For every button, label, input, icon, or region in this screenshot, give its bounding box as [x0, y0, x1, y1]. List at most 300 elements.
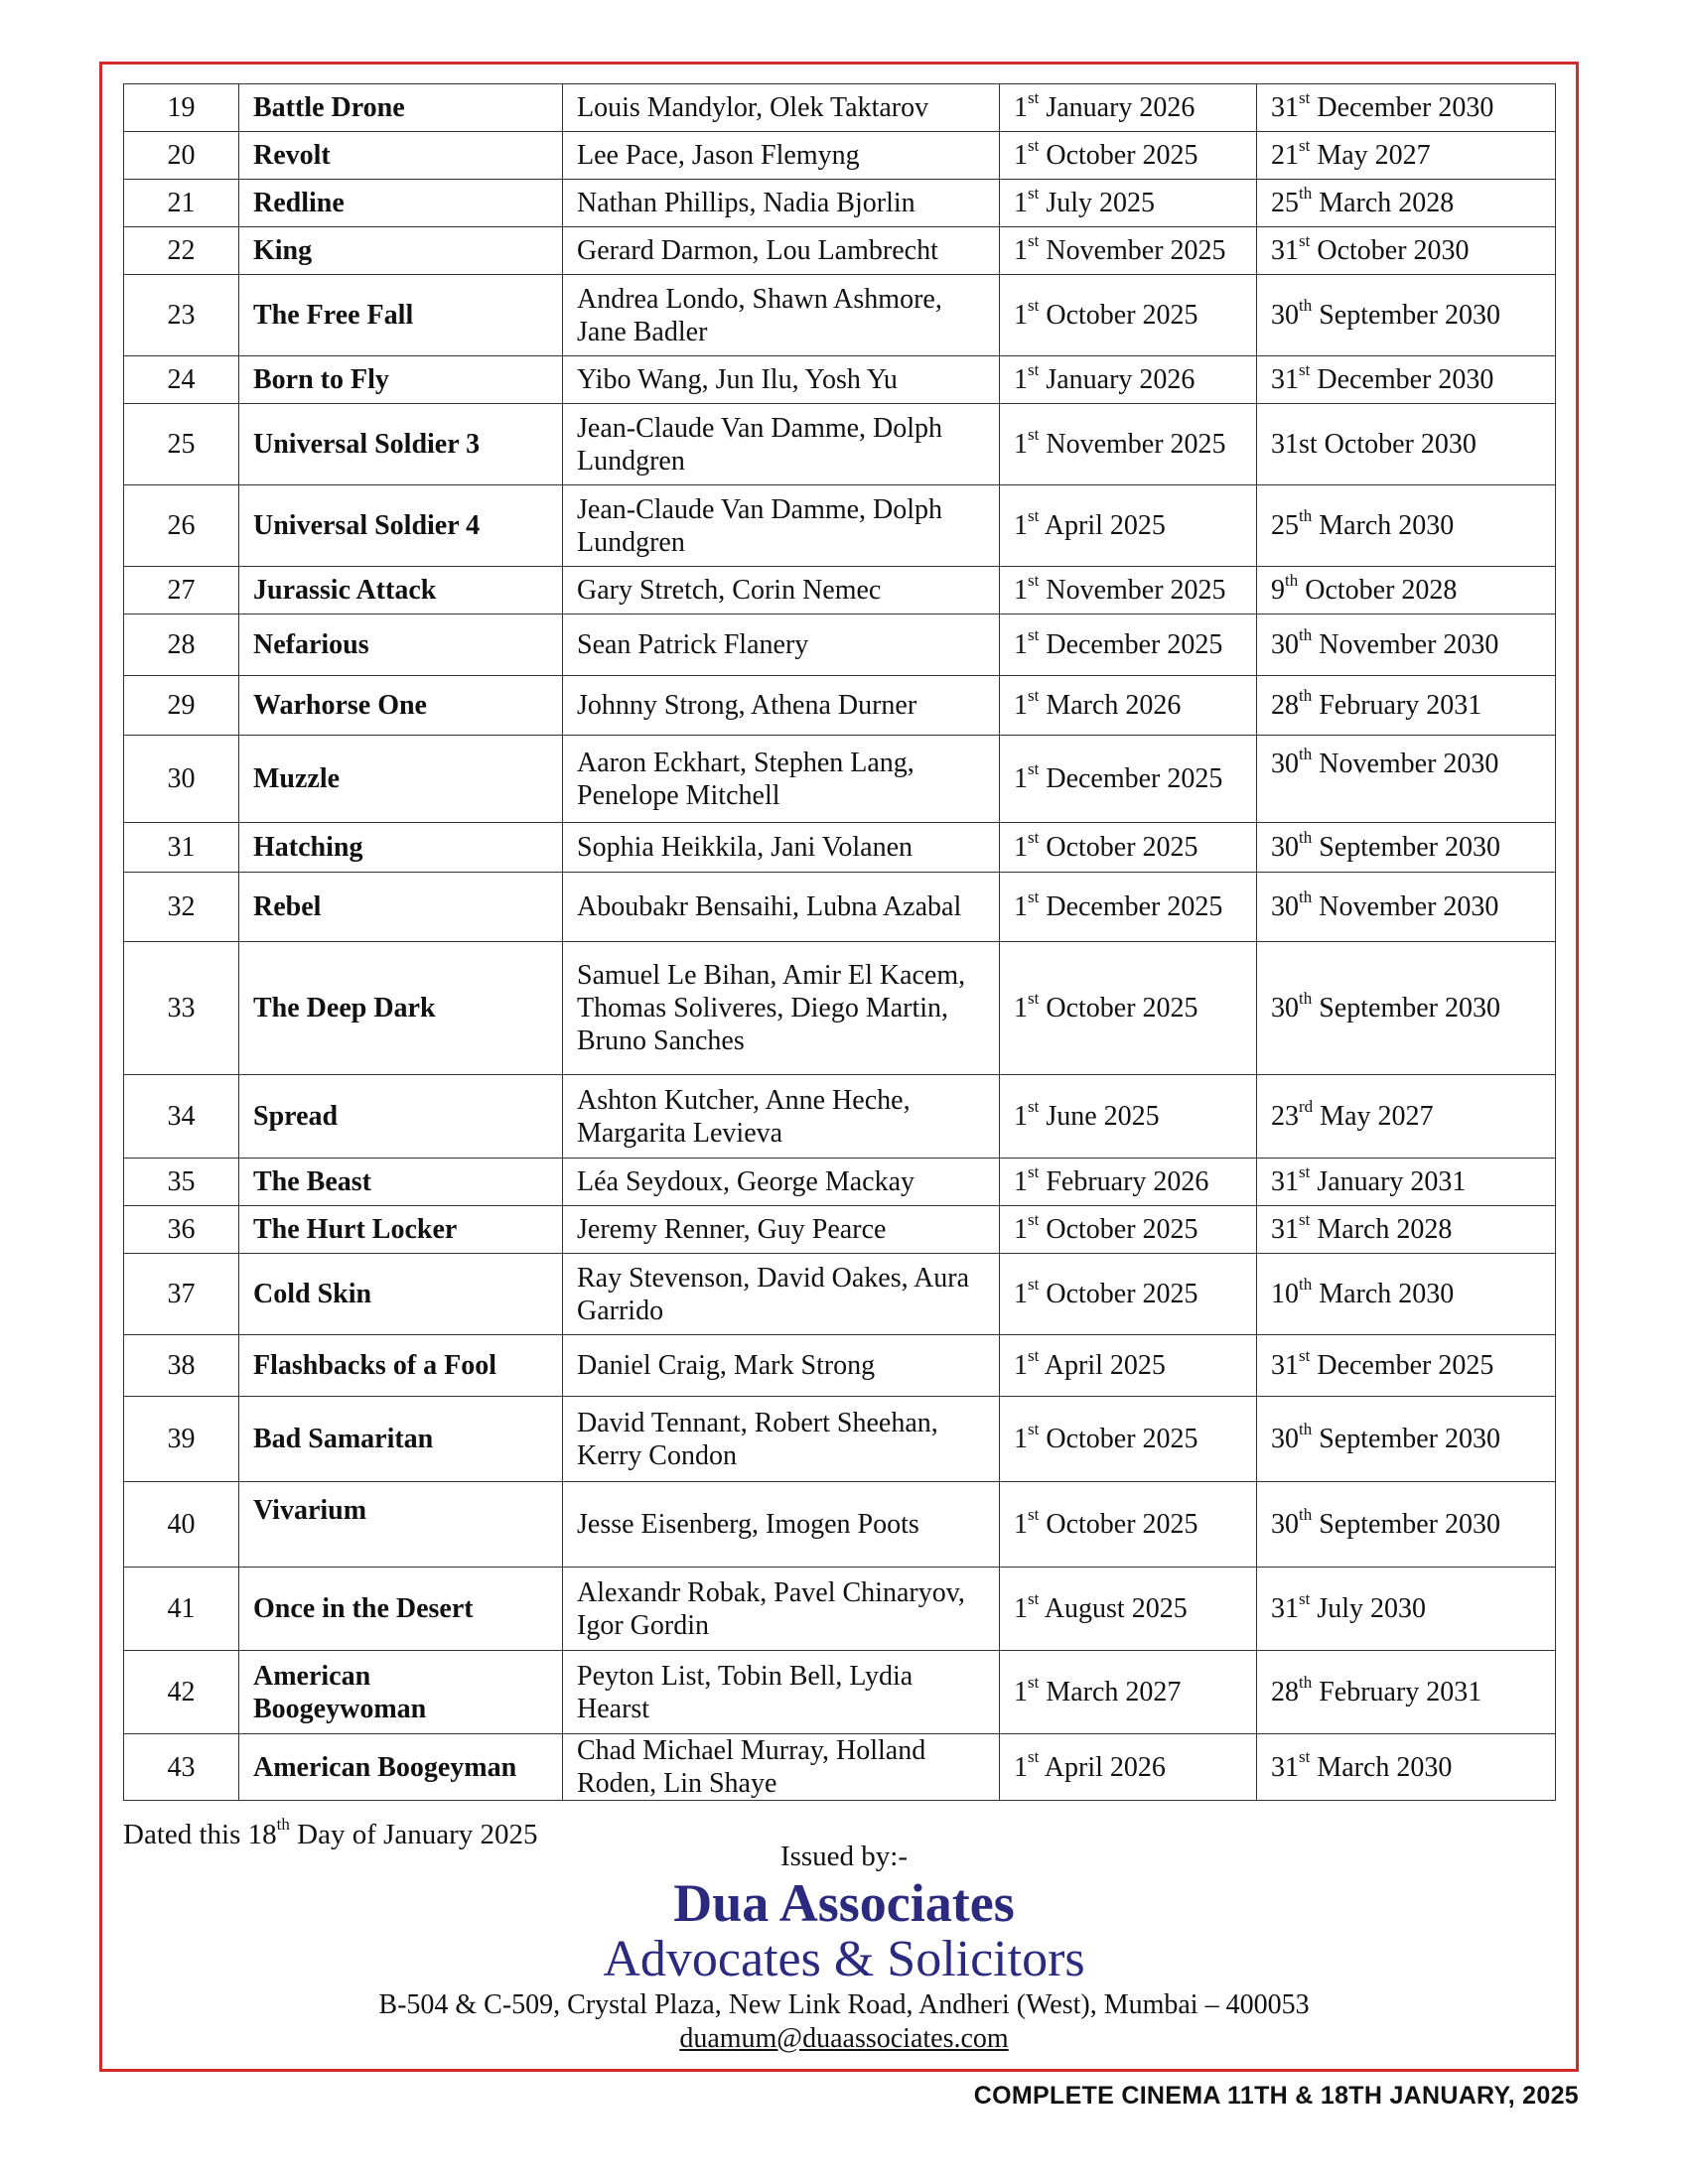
start-date — [1000, 614, 1257, 676]
table-row — [124, 1651, 1556, 1734]
date-ordinal: st — [1299, 1345, 1311, 1365]
row-number: 30 — [124, 736, 239, 823]
date-day: 1 — [1014, 1751, 1028, 1783]
date-month-year: March 2030 — [1312, 510, 1455, 541]
date-ordinal: th — [1299, 887, 1313, 906]
date-day: 21 — [1271, 140, 1299, 171]
film-title: Muzzle — [239, 736, 563, 823]
date-day: 30 — [1271, 749, 1299, 779]
date-day: 30 — [1271, 1509, 1299, 1540]
start-date — [1000, 180, 1257, 227]
film-title: Spread — [239, 1075, 563, 1159]
date-month-year: October 2025 — [1039, 140, 1198, 171]
row-number: 26 — [124, 485, 239, 567]
row-number: 21 — [124, 180, 239, 227]
film-title: The Deep Dark — [239, 942, 563, 1075]
table-row — [124, 567, 1556, 614]
end-date — [1257, 1335, 1556, 1397]
end-date — [1257, 1734, 1556, 1801]
date-month-year: October 2025 — [1039, 832, 1198, 863]
date-ordinal: th — [1299, 624, 1313, 644]
start-date — [1000, 1254, 1257, 1335]
film-cast: Lee Pace, Jason Flemyng — [563, 132, 1000, 180]
end-date — [1257, 1397, 1556, 1482]
film-title: Cold Skin — [239, 1254, 563, 1335]
date-month-year: September 2030 — [1312, 1509, 1500, 1540]
date-day: 31 — [1271, 1214, 1299, 1245]
start-date — [1000, 1159, 1257, 1206]
date-day: 31 — [1271, 364, 1299, 395]
date-day: 25 — [1271, 510, 1299, 541]
date-day: 1 — [1014, 1166, 1028, 1197]
table-row — [124, 1159, 1556, 1206]
date-ordinal: st — [1299, 135, 1311, 155]
date-month-year: December 2025 — [1039, 629, 1223, 660]
date-ordinal: st — [1028, 1274, 1040, 1294]
date-day: 10 — [1271, 1279, 1299, 1309]
film-cast: Gary Stretch, Corin Nemec — [563, 567, 1000, 614]
date-month-year: January 2026 — [1039, 364, 1196, 395]
table-row — [124, 1254, 1556, 1335]
start-date — [1000, 1397, 1257, 1482]
start-date — [1000, 736, 1257, 823]
table-row — [124, 227, 1556, 275]
film-title: American Boogeyman — [239, 1734, 563, 1801]
row-number: 25 — [124, 404, 239, 485]
issued-by-label: Issued by:- — [779, 1841, 909, 1872]
date-ordinal: th — [1299, 685, 1313, 705]
date-ordinal: st — [1028, 758, 1040, 778]
film-cast: Daniel Craig, Mark Strong — [563, 1335, 1000, 1397]
film-cast: Peyton List, Tobin Bell, Lydia Hearst — [563, 1651, 1000, 1734]
date-day: 1 — [1014, 690, 1028, 721]
date-ordinal: th — [1299, 988, 1313, 1008]
end-date — [1257, 1206, 1556, 1254]
start-date — [1000, 1206, 1257, 1254]
table-row — [124, 1568, 1556, 1651]
end-date — [1257, 132, 1556, 180]
film-cast: Nathan Phillips, Nadia Bjorlin — [563, 180, 1000, 227]
row-number: 23 — [124, 275, 239, 356]
firm-address: B-504 & C-509, Crystal Plaza, New Link Road, Andheri (West), Mumbai – 400053 — [378, 1989, 1310, 2020]
end-date — [1257, 84, 1556, 132]
date-month-year: February 2031 — [1312, 1677, 1482, 1707]
date-day: 23 — [1271, 1101, 1299, 1132]
date-month-year: October 2025 — [1039, 1279, 1198, 1309]
film-cast: Sean Patrick Flanery — [563, 614, 1000, 676]
date-day: 31 — [1271, 1593, 1299, 1624]
row-number: 35 — [124, 1159, 239, 1206]
date-month-year: March 2030 — [1310, 1751, 1453, 1783]
date-month-year: April 2025 — [1039, 510, 1166, 541]
table-row — [124, 404, 1556, 485]
date-month-year: October 2025 — [1039, 1509, 1198, 1540]
start-date — [1000, 942, 1257, 1075]
date-ordinal: st — [1028, 685, 1040, 705]
date-ordinal: th — [1285, 570, 1299, 590]
row-number: 36 — [124, 1206, 239, 1254]
film-title: Once in the Desert — [239, 1568, 563, 1651]
date-day: 1 — [1014, 364, 1028, 395]
date-month-year: December 2030 — [1310, 92, 1494, 123]
date-month-year: September 2030 — [1312, 300, 1500, 331]
date-ordinal: st — [1028, 1096, 1040, 1116]
date-ordinal: st — [1028, 1209, 1040, 1229]
row-number: 31 — [124, 823, 239, 873]
date-month-year: December 2025 — [1039, 891, 1223, 922]
date-day: 28 — [1271, 1677, 1299, 1707]
end-date — [1257, 356, 1556, 404]
film-title: King — [239, 227, 563, 275]
date-day: 1 — [1014, 92, 1028, 123]
date-month-year: November 2030 — [1312, 629, 1499, 660]
film-cast: Sophia Heikkila, Jani Volanen — [563, 823, 1000, 873]
table-row — [124, 736, 1556, 823]
date-ordinal: st — [1028, 1747, 1040, 1767]
date-day: 31st October 2030 — [1271, 429, 1477, 460]
film-cast: Jeremy Renner, Guy Pearce — [563, 1206, 1000, 1254]
film-title: Universal Soldier 3 — [239, 404, 563, 485]
start-date — [1000, 676, 1257, 736]
date-month-year: November 2025 — [1039, 235, 1226, 266]
row-number: 37 — [124, 1254, 239, 1335]
date-ordinal: st — [1028, 183, 1040, 203]
date-day: 9 — [1271, 575, 1285, 606]
date-ordinal: th — [1299, 295, 1313, 315]
end-date — [1257, 1568, 1556, 1651]
film-cast: Jesse Eisenberg, Imogen Poots — [563, 1482, 1000, 1568]
date-month-year: February 2031 — [1312, 690, 1482, 721]
end-date — [1257, 1159, 1556, 1206]
date-month-year: November 2025 — [1039, 429, 1226, 460]
date-month-year: January 2031 — [1310, 1166, 1467, 1197]
date-month-year: March 2030 — [1312, 1279, 1455, 1309]
end-date — [1257, 180, 1556, 227]
row-number: 19 — [124, 84, 239, 132]
table-row — [124, 1335, 1556, 1397]
date-month-year: October 2025 — [1039, 1424, 1198, 1454]
dated-line: Dated this 18th Day of January 2025 — [123, 1815, 538, 1850]
date-month-year: April 2025 — [1039, 1350, 1166, 1381]
table-row — [124, 1397, 1556, 1482]
date-day: 30 — [1271, 832, 1299, 863]
end-date — [1257, 614, 1556, 676]
table-row — [124, 356, 1556, 404]
film-title: Nefarious — [239, 614, 563, 676]
date-day: 1 — [1014, 629, 1028, 660]
date-day: 30 — [1271, 1424, 1299, 1454]
date-ordinal: st — [1028, 295, 1040, 315]
film-cast: Samuel Le Bihan, Amir El Kacem, Thomas Soliveres, Diego Martin, Bruno Sanches — [563, 942, 1000, 1075]
date-day: 1 — [1014, 1279, 1028, 1309]
date-ordinal: st — [1299, 1209, 1311, 1229]
table-row — [124, 676, 1556, 736]
date-month-year: January 2026 — [1039, 92, 1196, 123]
date-ordinal: st — [1028, 135, 1040, 155]
row-number: 27 — [124, 567, 239, 614]
film-cast: Yibo Wang, Jun Ilu, Yosh Yu — [563, 356, 1000, 404]
date-day: 1 — [1014, 993, 1028, 1024]
start-date — [1000, 1075, 1257, 1159]
end-date — [1257, 275, 1556, 356]
row-number: 24 — [124, 356, 239, 404]
start-date — [1000, 1734, 1257, 1801]
date-day: 31 — [1271, 235, 1299, 266]
film-title: Revolt — [239, 132, 563, 180]
film-cast: Aaron Eckhart, Stephen Lang, Penelope Mitchell — [563, 736, 1000, 823]
end-date — [1257, 1482, 1556, 1568]
film-title: The Hurt Locker — [239, 1206, 563, 1254]
firm-tagline: Advocates & Solicitors — [603, 1931, 1085, 1987]
date-month-year: September 2030 — [1312, 993, 1500, 1024]
end-date — [1257, 873, 1556, 942]
date-ordinal: st — [1028, 1672, 1040, 1692]
date-month-year: March 2027 — [1039, 1677, 1182, 1707]
date-month-year: October 2025 — [1039, 993, 1198, 1024]
date-ordinal: th — [1299, 505, 1313, 525]
film-title: Hatching — [239, 823, 563, 873]
table-row — [124, 180, 1556, 227]
date-ordinal: st — [1299, 1747, 1311, 1767]
film-cast: Alexandr Robak, Pavel Chinaryov, Igor Gordin — [563, 1568, 1000, 1651]
date-ordinal: th — [1299, 1419, 1313, 1438]
end-date — [1257, 942, 1556, 1075]
date-ordinal: st — [1028, 359, 1040, 379]
table-row — [124, 275, 1556, 356]
row-number: 41 — [124, 1568, 239, 1651]
start-date — [1000, 132, 1257, 180]
date-month-year: December 2025 — [1310, 1350, 1494, 1381]
start-date — [1000, 1651, 1257, 1734]
start-date — [1000, 275, 1257, 356]
film-title: Battle Drone — [239, 84, 563, 132]
date-day: 31 — [1271, 92, 1299, 123]
start-date — [1000, 873, 1257, 942]
start-date — [1000, 485, 1257, 567]
row-number: 38 — [124, 1335, 239, 1397]
date-month-year: April 2026 — [1039, 1751, 1166, 1783]
date-day: 31 — [1271, 1751, 1299, 1783]
date-ordinal: st — [1028, 1504, 1040, 1524]
date-day: 1 — [1014, 575, 1028, 606]
date-month-year: October 2030 — [1310, 235, 1470, 266]
start-date — [1000, 567, 1257, 614]
film-title: Warhorse One — [239, 676, 563, 736]
table-row — [124, 942, 1556, 1075]
table-row — [124, 1734, 1556, 1801]
row-number: 29 — [124, 676, 239, 736]
date-day: 1 — [1014, 763, 1028, 794]
date-ordinal: th — [1299, 744, 1313, 763]
date-ordinal: st — [1028, 570, 1040, 590]
date-month-year: November 2030 — [1312, 749, 1499, 779]
table-row — [124, 614, 1556, 676]
date-day: 1 — [1014, 1424, 1028, 1454]
film-title: Universal Soldier 4 — [239, 485, 563, 567]
row-number: 28 — [124, 614, 239, 676]
start-date — [1000, 1335, 1257, 1397]
row-number: 22 — [124, 227, 239, 275]
date-ordinal: st — [1299, 359, 1311, 379]
date-ordinal: st — [1299, 230, 1311, 250]
end-date — [1257, 485, 1556, 567]
date-ordinal: st — [1028, 1588, 1040, 1608]
date-ordinal: st — [1028, 87, 1040, 107]
date-day: 30 — [1271, 629, 1299, 660]
end-date — [1257, 736, 1556, 823]
film-cast: David Tennant, Robert Sheehan, Kerry Condon — [563, 1397, 1000, 1482]
date-ordinal: st — [1299, 1588, 1311, 1608]
date-day: 1 — [1014, 1509, 1028, 1540]
email-link[interactable]: duamum@duaassociates.com — [679, 2023, 1009, 2054]
table-row — [124, 132, 1556, 180]
date-month-year: March 2028 — [1310, 1214, 1453, 1245]
end-date — [1257, 676, 1556, 736]
film-title: The Beast — [239, 1159, 563, 1206]
date-day: 30 — [1271, 300, 1299, 331]
date-day: 28 — [1271, 690, 1299, 721]
film-title: Rebel — [239, 873, 563, 942]
start-date — [1000, 404, 1257, 485]
date-month-year: February 2026 — [1039, 1166, 1209, 1197]
film-title: Redline — [239, 180, 563, 227]
date-day: 1 — [1014, 429, 1028, 460]
date-month-year: August 2025 — [1039, 1593, 1188, 1624]
date-day: 1 — [1014, 300, 1028, 331]
firm-name: Dua Associates — [673, 1873, 1015, 1933]
film-rights-table — [123, 83, 1556, 1801]
date-day: 1 — [1014, 1214, 1028, 1245]
date-ordinal: st — [1028, 988, 1040, 1008]
film-cast: Johnny Strong, Athena Durner — [563, 676, 1000, 736]
end-date — [1257, 404, 1556, 485]
table-row — [124, 485, 1556, 567]
row-number: 42 — [124, 1651, 239, 1734]
row-number: 40 — [124, 1482, 239, 1568]
row-number: 20 — [124, 132, 239, 180]
date-ordinal: th — [1299, 1504, 1313, 1524]
film-cast: Ashton Kutcher, Anne Heche, Margarita Levieva — [563, 1075, 1000, 1159]
film-title: Jurassic Attack — [239, 567, 563, 614]
date-month-year: October 2028 — [1298, 575, 1458, 606]
film-title: American Boogeywoman — [239, 1651, 563, 1734]
firm-email[interactable] — [0, 2023, 1688, 2055]
date-month-year: July 2025 — [1039, 188, 1156, 218]
date-day: 1 — [1014, 510, 1028, 541]
date-month-year: September 2030 — [1312, 832, 1500, 863]
date-ordinal: st — [1028, 424, 1040, 444]
end-date — [1257, 823, 1556, 873]
date-day: 31 — [1271, 1166, 1299, 1197]
date-day: 1 — [1014, 1350, 1028, 1381]
end-date — [1257, 1075, 1556, 1159]
publication-footer: COMPLETE CINEMA 11TH & 18TH JANUARY, 2025 — [973, 2082, 1579, 2110]
date-month-year: November 2025 — [1039, 575, 1226, 606]
date-day: 1 — [1014, 188, 1028, 218]
film-title: Born to Fly — [239, 356, 563, 404]
table-row — [124, 873, 1556, 942]
date-month-year: December 2030 — [1310, 364, 1494, 395]
date-day: 1 — [1014, 891, 1028, 922]
row-number: 34 — [124, 1075, 239, 1159]
date-day: 1 — [1014, 832, 1028, 863]
date-day: 25 — [1271, 188, 1299, 218]
date-month-year: May 2027 — [1310, 140, 1431, 171]
date-month-year: October 2025 — [1039, 300, 1198, 331]
end-date — [1257, 1254, 1556, 1335]
date-day: 30 — [1271, 993, 1299, 1024]
date-ordinal: st — [1299, 87, 1311, 107]
date-day: 31 — [1271, 1350, 1299, 1381]
date-ordinal: st — [1028, 230, 1040, 250]
table-row — [124, 1482, 1556, 1568]
date-month-year: October 2025 — [1039, 1214, 1198, 1245]
date-ordinal: st — [1028, 887, 1040, 906]
date-ordinal: st — [1028, 505, 1040, 525]
table-row — [124, 1206, 1556, 1254]
film-cast: Léa Seydoux, George Mackay — [563, 1159, 1000, 1206]
film-cast: Chad Michael Murray, Holland Roden, Lin Shaye — [563, 1734, 1000, 1801]
date-ordinal: th — [1299, 1672, 1313, 1692]
date-ordinal: st — [1028, 1345, 1040, 1365]
date-day: 1 — [1014, 1677, 1028, 1707]
start-date — [1000, 1568, 1257, 1651]
date-ordinal: st — [1028, 1161, 1040, 1181]
date-month-year: May 2027 — [1313, 1101, 1434, 1132]
date-ordinal: st — [1028, 827, 1040, 847]
date-ordinal: st — [1028, 1419, 1040, 1438]
date-ordinal: rd — [1299, 1096, 1314, 1116]
film-cast: Louis Mandylor, Olek Taktarov — [563, 84, 1000, 132]
film-title: The Free Fall — [239, 275, 563, 356]
date-ordinal: st — [1028, 624, 1040, 644]
date-day: 1 — [1014, 1593, 1028, 1624]
film-cast: Andrea Londo, Shawn Ashmore, Jane Badler — [563, 275, 1000, 356]
table-row — [124, 823, 1556, 873]
start-date — [1000, 823, 1257, 873]
date-day: 1 — [1014, 1101, 1028, 1132]
film-cast: Aboubakr Bensaihi, Lubna Azabal — [563, 873, 1000, 942]
date-day: 1 — [1014, 235, 1028, 266]
film-cast: Ray Stevenson, David Oakes, Aura Garrido — [563, 1254, 1000, 1335]
film-cast: Jean-Claude Van Damme, Dolph Lundgren — [563, 485, 1000, 567]
date-ordinal: th — [1299, 1274, 1313, 1294]
date-month-year: June 2025 — [1039, 1101, 1160, 1132]
end-date — [1257, 227, 1556, 275]
end-date — [1257, 1651, 1556, 1734]
date-ordinal: st — [1299, 1161, 1311, 1181]
row-number: 33 — [124, 942, 239, 1075]
date-day: 1 — [1014, 140, 1028, 171]
start-date — [1000, 1482, 1257, 1568]
date-month-year: March 2026 — [1039, 690, 1182, 721]
date-ordinal: th — [1299, 827, 1313, 847]
row-number: 39 — [124, 1397, 239, 1482]
row-number: 43 — [124, 1734, 239, 1801]
film-cast: Jean-Claude Van Damme, Dolph Lundgren — [563, 404, 1000, 485]
film-title: Bad Samaritan — [239, 1397, 563, 1482]
date-month-year: September 2030 — [1312, 1424, 1500, 1454]
date-month-year: July 2030 — [1310, 1593, 1427, 1624]
film-cast: Gerard Darmon, Lou Lambrecht — [563, 227, 1000, 275]
date-month-year: December 2025 — [1039, 763, 1223, 794]
film-title: Vivarium — [239, 1482, 563, 1568]
start-date — [1000, 84, 1257, 132]
date-day: 30 — [1271, 891, 1299, 922]
film-title: Flashbacks of a Fool — [239, 1335, 563, 1397]
table-row — [124, 84, 1556, 132]
date-month-year: March 2028 — [1312, 188, 1455, 218]
